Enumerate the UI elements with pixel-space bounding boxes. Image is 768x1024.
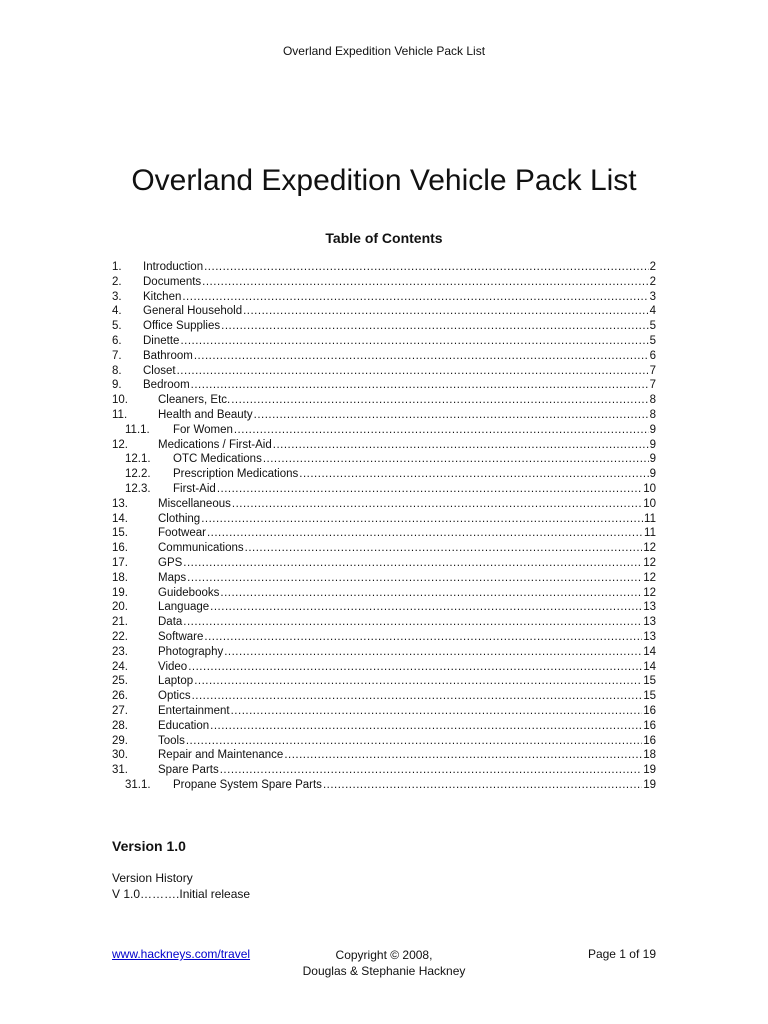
toc-entry[interactable] bbox=[112, 630, 656, 645]
footer-website-link[interactable]: www.hackneys.com/travel bbox=[112, 947, 251, 961]
toc-entry-page: 13 bbox=[643, 616, 656, 629]
toc-dot-leader bbox=[188, 660, 642, 675]
toc-entry-page: 7 bbox=[649, 364, 656, 377]
toc-entry-label: Cleaners, Etc. bbox=[158, 394, 231, 407]
toc-entry-line bbox=[143, 260, 656, 275]
toc-dot-leader bbox=[231, 393, 648, 408]
toc-entry-label: Health and Beauty bbox=[158, 408, 253, 421]
toc-entry-label: Entertainment bbox=[158, 704, 230, 717]
toc-entry[interactable] bbox=[112, 660, 656, 675]
toc-entry-number: 29. bbox=[112, 734, 128, 747]
toc-dot-leader bbox=[323, 778, 642, 793]
toc-entry-line bbox=[158, 541, 656, 556]
toc-entry-line bbox=[158, 526, 656, 541]
toc-entry-label: Introduction bbox=[143, 261, 204, 273]
toc-entry-number: 6. bbox=[112, 334, 122, 347]
toc-entry[interactable] bbox=[112, 571, 656, 586]
toc-entry-number: 18. bbox=[112, 571, 128, 584]
toc-entry-number: 15. bbox=[112, 527, 128, 540]
toc-dot-leader bbox=[207, 526, 643, 541]
toc-dot-leader bbox=[284, 748, 642, 763]
toc-dot-leader bbox=[245, 541, 643, 556]
toc-entry-label: Propane System Spare Parts bbox=[173, 778, 322, 791]
toc-entry-page: 12 bbox=[643, 556, 656, 569]
version-heading: Version 1.0 bbox=[112, 838, 186, 854]
toc-entry-number: 21. bbox=[112, 616, 128, 629]
toc-dot-leader bbox=[263, 452, 649, 467]
toc-entry-label: Software bbox=[158, 630, 204, 643]
toc-entry-number: 5. bbox=[112, 320, 122, 333]
toc-entry-label: Bathroom bbox=[143, 349, 193, 362]
toc-entry-label: Footwear bbox=[158, 527, 206, 540]
toc-entry-page: 14 bbox=[643, 645, 656, 658]
toc-entry-line bbox=[158, 630, 656, 645]
toc-entry-line bbox=[158, 600, 656, 615]
toc-entry-line bbox=[158, 748, 656, 763]
toc-entry[interactable] bbox=[112, 334, 656, 349]
toc-entry-page: 9 bbox=[649, 468, 656, 481]
toc-entry-line bbox=[173, 467, 656, 482]
toc-entry-label: Kitchen bbox=[143, 290, 182, 303]
toc-entry-line bbox=[173, 423, 656, 438]
toc-entry[interactable] bbox=[112, 452, 656, 467]
toc-entry-number: 22. bbox=[112, 630, 128, 643]
toc-entry-line bbox=[143, 290, 656, 305]
toc-entry-line bbox=[158, 719, 656, 734]
toc-entry-label: Optics bbox=[158, 690, 191, 703]
document-title: Overland Expedition Vehicle Pack List bbox=[131, 164, 637, 197]
toc-entry-number: 11.1. bbox=[125, 423, 150, 436]
toc-entry-line bbox=[143, 334, 656, 349]
toc-dot-leader bbox=[220, 763, 642, 778]
toc-entry-line bbox=[173, 452, 656, 467]
toc-entry-page: 16 bbox=[643, 704, 656, 717]
toc-entry-number: 4. bbox=[112, 305, 122, 318]
toc-dot-leader bbox=[183, 615, 642, 630]
toc-dot-leader bbox=[194, 674, 642, 689]
toc-entry-page: 10 bbox=[643, 482, 656, 495]
toc-entry[interactable] bbox=[112, 275, 656, 290]
toc-entry-line bbox=[158, 704, 656, 719]
version-history-entry: V 1.0……….Initial release bbox=[112, 887, 251, 901]
toc-entry-line bbox=[158, 763, 656, 778]
toc-entry-number: 26. bbox=[112, 690, 128, 703]
toc-entry[interactable] bbox=[112, 734, 656, 749]
toc-entry-page: 10 bbox=[643, 497, 656, 510]
toc-entry-page: 14 bbox=[643, 660, 656, 673]
toc-entry-page: 19 bbox=[643, 764, 656, 777]
toc-entry[interactable] bbox=[112, 556, 656, 571]
toc-entry-number: 12. bbox=[112, 438, 128, 451]
toc-entry-page: 13 bbox=[643, 601, 656, 614]
toc-entry-line bbox=[158, 586, 656, 601]
toc-entry[interactable] bbox=[112, 645, 656, 660]
toc-entry-label: Photography bbox=[158, 645, 224, 658]
toc-entry-number: 17. bbox=[112, 556, 128, 569]
toc-entry-line bbox=[158, 512, 656, 527]
toc-entry-number: 12.1. bbox=[125, 453, 151, 466]
toc-entry-label: Spare Parts bbox=[158, 764, 219, 777]
toc-entry-line bbox=[143, 304, 656, 319]
toc-entry[interactable] bbox=[112, 586, 656, 601]
toc-entry-label: Closet bbox=[143, 364, 176, 377]
toc-entry-number: 14. bbox=[112, 512, 128, 525]
toc-entry-page: 15 bbox=[643, 675, 656, 688]
toc-entry[interactable] bbox=[112, 600, 656, 615]
toc-entry[interactable] bbox=[112, 304, 656, 319]
toc-entry-number: 25. bbox=[112, 675, 128, 688]
toc-entry-number: 9. bbox=[112, 379, 122, 392]
toc-entry-page: 11 bbox=[644, 512, 656, 525]
toc-entry-label: GPS bbox=[158, 556, 183, 569]
toc-dot-leader bbox=[232, 497, 642, 512]
toc-entry-line bbox=[143, 364, 656, 379]
toc-entry-page: 7 bbox=[649, 379, 656, 392]
toc-entry-number: 24. bbox=[112, 660, 128, 673]
toc-entry[interactable] bbox=[112, 719, 656, 734]
toc-entry[interactable] bbox=[112, 689, 656, 704]
toc-dot-leader bbox=[180, 334, 648, 349]
toc-entry-number: 13. bbox=[112, 497, 128, 510]
toc-entry[interactable] bbox=[112, 349, 656, 364]
toc-entry-line bbox=[158, 660, 656, 675]
toc-entry-line bbox=[158, 408, 656, 423]
toc-entry-line bbox=[158, 689, 656, 704]
toc-entry[interactable] bbox=[112, 512, 656, 527]
toc-entry-line bbox=[143, 349, 656, 364]
toc-entry-label: General Household bbox=[143, 305, 243, 318]
toc-dot-leader bbox=[183, 556, 642, 571]
toc-dot-leader bbox=[210, 719, 642, 734]
toc-entry[interactable] bbox=[112, 393, 656, 408]
toc-entry-number: 31.1. bbox=[125, 778, 151, 791]
toc-dot-leader bbox=[177, 364, 649, 379]
toc-entry-label: Maps bbox=[158, 571, 187, 584]
toc-entry-label: Dinette bbox=[143, 334, 180, 347]
toc-entry-line bbox=[158, 674, 656, 689]
toc-entry[interactable] bbox=[112, 704, 656, 719]
toc-heading: Table of Contents bbox=[325, 230, 443, 246]
toc-entry-number: 1. bbox=[112, 261, 122, 273]
toc-dot-leader bbox=[187, 571, 642, 586]
toc-entry-label: Clothing bbox=[158, 512, 201, 525]
toc-entry-page: 9 bbox=[649, 423, 656, 436]
toc-entry-line bbox=[158, 615, 656, 630]
toc-entry-page: 15 bbox=[643, 690, 656, 703]
toc-entry-page: 8 bbox=[649, 408, 656, 421]
toc-entry-page: 16 bbox=[643, 734, 656, 747]
toc-entry[interactable] bbox=[112, 763, 656, 778]
toc-entry-number: 11. bbox=[112, 408, 128, 421]
toc-entry-label: Education bbox=[158, 719, 210, 732]
toc-dot-leader bbox=[273, 438, 649, 453]
toc-entry[interactable] bbox=[112, 497, 656, 512]
toc-entry[interactable] bbox=[112, 674, 656, 689]
toc-entry-page: 2 bbox=[649, 261, 656, 273]
page-number: Page 1 of 19 bbox=[587, 947, 656, 961]
toc-entry-line bbox=[143, 275, 656, 290]
toc-dot-leader bbox=[217, 482, 642, 497]
toc-entry-label: Bedroom bbox=[143, 379, 190, 392]
toc-entry-number: 3. bbox=[112, 290, 122, 303]
toc-dot-leader bbox=[299, 467, 648, 482]
toc-entry-label: Office Supplies bbox=[143, 320, 221, 333]
toc-entry-line bbox=[158, 497, 656, 512]
toc-entry[interactable] bbox=[112, 319, 656, 334]
toc-entry-line bbox=[158, 734, 656, 749]
toc-entry-page: 13 bbox=[643, 630, 656, 643]
toc-entry-label: Miscellaneous bbox=[158, 497, 231, 510]
toc-dot-leader bbox=[243, 304, 649, 319]
toc-entry-line bbox=[158, 438, 656, 453]
toc-dot-leader bbox=[204, 260, 648, 275]
toc-entry-page: 9 bbox=[649, 453, 656, 466]
toc-entry-number: 23. bbox=[112, 645, 128, 658]
toc-entry-number: 8. bbox=[112, 364, 122, 377]
toc-entry-page: 11 bbox=[644, 527, 656, 540]
toc-entry-number: 12.3. bbox=[125, 482, 151, 495]
toc-entry-number: 12.2. bbox=[125, 468, 151, 481]
toc-entry-label: First-Aid bbox=[173, 482, 216, 495]
toc-dot-leader bbox=[231, 704, 643, 719]
toc-entry[interactable] bbox=[112, 408, 656, 423]
toc-entry-page: 8 bbox=[649, 394, 656, 407]
toc-entry[interactable] bbox=[112, 615, 656, 630]
toc-entry-number: 28. bbox=[112, 719, 128, 732]
toc-entry-label: Repair and Maintenance bbox=[158, 749, 284, 762]
toc-entry[interactable] bbox=[112, 423, 656, 438]
toc-entry-label: Medications / First-Aid bbox=[158, 438, 272, 451]
toc-entry-number: 7. bbox=[112, 349, 122, 362]
version-history-title: Version History bbox=[112, 871, 193, 885]
toc-entry-page: 5 bbox=[649, 320, 656, 333]
toc-entry[interactable] bbox=[112, 260, 656, 275]
toc-entry-label: Prescription Medications bbox=[173, 468, 299, 481]
toc-entry-number: 30. bbox=[112, 749, 128, 762]
toc-entry-line bbox=[173, 482, 656, 497]
toc-entry-number: 19. bbox=[112, 586, 128, 599]
toc-entry[interactable] bbox=[112, 482, 656, 497]
toc-entry-number: 2. bbox=[112, 275, 122, 288]
toc-dot-leader bbox=[192, 689, 643, 704]
toc-entry-page: 4 bbox=[649, 305, 656, 318]
toc-entry[interactable] bbox=[112, 438, 656, 453]
toc-entry-line bbox=[158, 645, 656, 660]
toc-entry[interactable] bbox=[112, 778, 656, 793]
toc-entry[interactable] bbox=[112, 364, 656, 379]
toc-entry-label: Language bbox=[158, 601, 210, 614]
toc-dot-leader bbox=[191, 378, 649, 393]
toc-entry-line bbox=[158, 556, 656, 571]
toc-entry-page: 2 bbox=[649, 275, 656, 288]
toc-entry-page: 18 bbox=[643, 749, 656, 762]
toc-entry-number: 16. bbox=[112, 542, 128, 555]
toc-entry[interactable] bbox=[112, 541, 656, 556]
toc-entry-label: Laptop bbox=[158, 675, 194, 688]
toc-entry-page: 12 bbox=[643, 586, 656, 599]
toc-entry[interactable] bbox=[112, 526, 656, 541]
toc-dot-leader bbox=[204, 630, 642, 645]
toc-entry-label: Data bbox=[158, 616, 183, 629]
toc-dot-leader bbox=[182, 290, 648, 305]
footer-copyright bbox=[284, 947, 484, 979]
toc-entry-label: Guidebooks bbox=[158, 586, 220, 599]
toc-entry-number: 20. bbox=[112, 601, 128, 614]
toc-entry-number: 10. bbox=[112, 394, 128, 407]
toc-entry-line bbox=[143, 378, 656, 393]
copyright-line-2: Douglas & Stephanie Hackney bbox=[302, 964, 466, 978]
toc-entry-label: OTC Medications bbox=[173, 453, 262, 466]
toc-entry-label: Documents bbox=[143, 275, 202, 288]
toc-entry[interactable] bbox=[112, 290, 656, 305]
toc-entry-number: 27. bbox=[112, 704, 128, 717]
toc-entry-page: 3 bbox=[649, 290, 656, 303]
toc-entry-page: 6 bbox=[649, 349, 656, 362]
toc-dot-leader bbox=[201, 512, 643, 527]
toc-entry-label: For Women bbox=[173, 423, 233, 436]
table-of-contents bbox=[112, 260, 656, 793]
toc-dot-leader bbox=[220, 586, 642, 601]
toc-dot-leader bbox=[186, 734, 642, 749]
toc-dot-leader bbox=[202, 275, 648, 290]
toc-dot-leader bbox=[234, 423, 649, 438]
toc-entry-page: 9 bbox=[649, 438, 656, 451]
toc-entry-label: Tools bbox=[158, 734, 185, 747]
toc-dot-leader bbox=[224, 645, 642, 660]
toc-entry-line bbox=[143, 319, 656, 334]
running-header: Overland Expedition Vehicle Pack List bbox=[282, 44, 486, 58]
toc-dot-leader bbox=[221, 319, 648, 334]
toc-entry[interactable] bbox=[112, 748, 656, 763]
toc-entry-number: 31. bbox=[112, 764, 128, 777]
toc-dot-leader bbox=[210, 600, 642, 615]
toc-entry[interactable] bbox=[112, 467, 656, 482]
toc-entry[interactable] bbox=[112, 378, 656, 393]
toc-entry-page: 5 bbox=[649, 334, 656, 347]
toc-entry-label: Communications bbox=[158, 542, 244, 555]
copyright-line-1: Copyright © 2008, bbox=[335, 948, 433, 962]
toc-dot-leader bbox=[254, 408, 649, 423]
toc-entry-page: 12 bbox=[643, 571, 656, 584]
toc-entry-line bbox=[158, 393, 656, 408]
toc-entry-page: 19 bbox=[643, 778, 656, 791]
toc-entry-line bbox=[173, 778, 656, 793]
toc-entry-label: Video bbox=[158, 660, 188, 673]
toc-entry-page: 12 bbox=[643, 542, 656, 555]
toc-dot-leader bbox=[194, 349, 649, 364]
toc-entry-line bbox=[158, 571, 656, 586]
toc-entry-page: 16 bbox=[643, 719, 656, 732]
